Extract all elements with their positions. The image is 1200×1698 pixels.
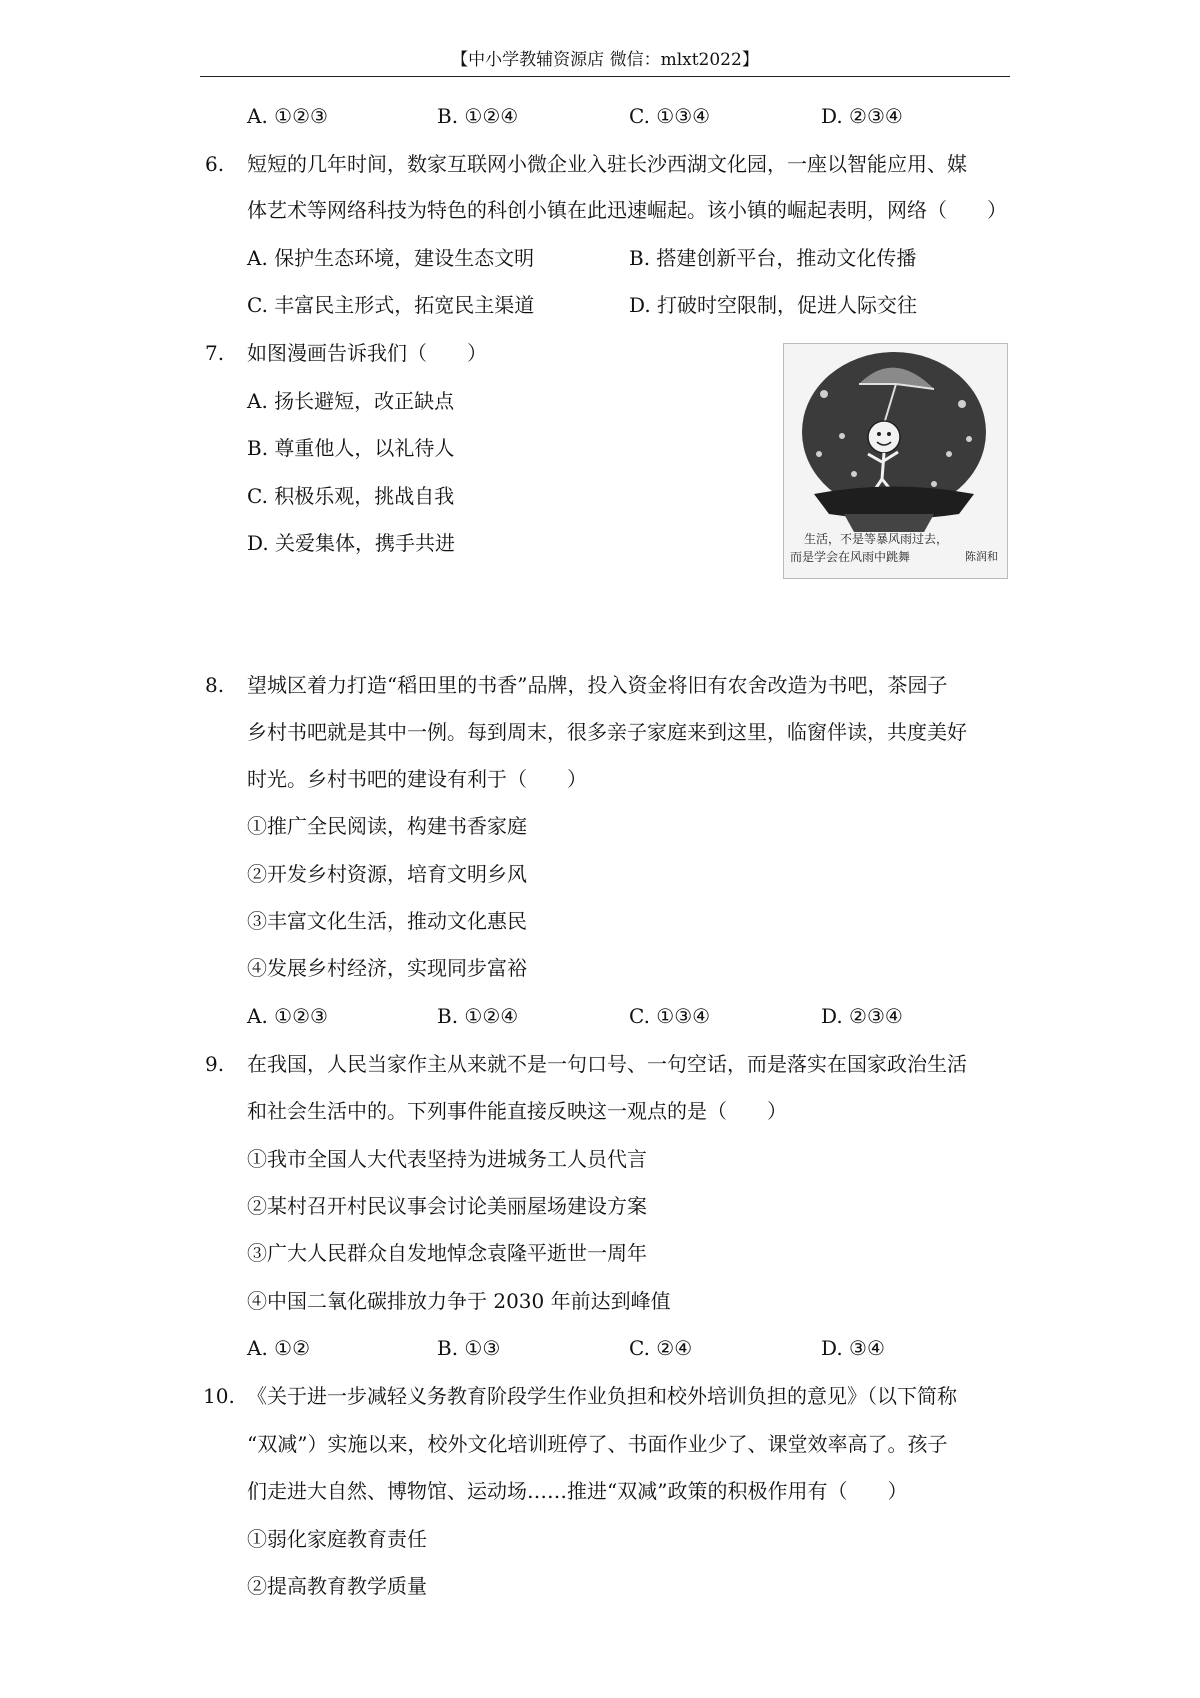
q8-option-d: D. ②③④ bbox=[821, 1004, 903, 1028]
q8-stem-line2: 乡村书吧就是其中一例。每到周末，很多亲子家庭来到这里，临窗伴读，共度美好 bbox=[247, 720, 967, 744]
q9-item-1: ①我市全国人大代表坚持为进城务工人员代言 bbox=[247, 1147, 647, 1171]
q7-number: 7. bbox=[205, 341, 225, 365]
q9-item-3: ③广大人民群众自发地悼念袁隆平逝世一周年 bbox=[247, 1241, 647, 1265]
q5-options bbox=[247, 102, 1017, 130]
q10-item-2: ②提高教育教学质量 bbox=[247, 1574, 427, 1598]
q6-option-c: C. 丰富民主形式，拓宽民主渠道 bbox=[247, 293, 535, 317]
q10-number: 10. bbox=[203, 1384, 235, 1408]
q6-option-b: B. 搭建创新平台，推动文化传播 bbox=[629, 246, 917, 270]
q8-option-b: B. ①②④ bbox=[437, 1004, 519, 1028]
q8-number: 8. bbox=[205, 673, 225, 697]
q5-option-d: D. ②③④ bbox=[821, 104, 903, 128]
q8-item-2: ②开发乡村资源，培育文明乡风 bbox=[247, 862, 527, 886]
q8-option-a: A. ①②③ bbox=[247, 1004, 328, 1028]
q8-options bbox=[247, 1002, 1017, 1030]
q5-option-a: A. ①②③ bbox=[247, 104, 328, 128]
q10-stem-line1: 《关于进一步减轻义务教育阶段学生作业负担和校外培训负担的意见》（以下简称 bbox=[247, 1384, 957, 1408]
q9-stem-line1: 在我国，人民当家作主从来就不是一句口号、一句空话，而是落实在国家政治生活 bbox=[247, 1052, 967, 1076]
q10-stem-line3: 们走进大自然、博物馆、运动场……推进“双减”政策的积极作用有（ ） bbox=[247, 1479, 908, 1503]
q7-stem: 如图漫画告诉我们（ ） bbox=[247, 341, 487, 365]
q10-stem-line2: “双减”）实施以来，校外文化培训班停了、书面作业少了、课堂效率高了。孩子 bbox=[247, 1432, 948, 1456]
q9-number: 9. bbox=[205, 1052, 225, 1076]
q6-stem-line2: 体艺术等网络科技为特色的科创小镇在此迅速崛起。该小镇的崛起表明，网络（ ） bbox=[247, 198, 1007, 222]
cartoon-caption-line1: 生活，不是等暴风雨过去， bbox=[804, 532, 949, 546]
q5-option-c: C. ①③④ bbox=[629, 104, 711, 128]
q8-item-3: ③丰富文化生活，推动文化惠民 bbox=[247, 909, 527, 933]
q7-option-c: C. 积极乐观，挑战自我 bbox=[247, 484, 455, 508]
q6-options-row1 bbox=[247, 244, 1017, 272]
q5-option-b: B. ①②④ bbox=[437, 104, 519, 128]
q7-option-d: D. 关爱集体，携手共进 bbox=[247, 531, 456, 555]
cartoon-signature: 陈润和 bbox=[965, 550, 998, 563]
q8-stem-line1: 望城区着力打造“稻田里的书香”品牌，投入资金将旧有农舍改造为书吧，茶园子 bbox=[247, 673, 948, 697]
q6-number: 6. bbox=[205, 152, 225, 176]
q9-options bbox=[247, 1334, 1017, 1362]
q9-item-2: ②某村召开村民议事会讨论美丽屋场建设方案 bbox=[247, 1194, 647, 1218]
q7-cartoon-figure bbox=[783, 343, 1008, 579]
q6-option-a: A. 保护生态环境，建设生态文明 bbox=[247, 246, 535, 270]
cartoon-caption-line2: 而是学会在风雨中跳舞 bbox=[790, 550, 911, 564]
page-header: 【中小学教辅资源店 微信：mlxt2022】 bbox=[451, 50, 759, 70]
q9-option-b: B. ①③ bbox=[437, 1336, 501, 1360]
cartoon-caption bbox=[790, 530, 1000, 566]
q7-option-a: A. 扬长避短，改正缺点 bbox=[247, 389, 455, 413]
q9-option-a: A. ①② bbox=[247, 1336, 311, 1360]
q10-item-1: ①弱化家庭教育责任 bbox=[247, 1527, 427, 1551]
q8-option-c: C. ①③④ bbox=[629, 1004, 711, 1028]
header-rule bbox=[200, 76, 1010, 77]
q6-option-d: D. 打破时空限制，促进人际交往 bbox=[629, 293, 918, 317]
q9-option-c: C. ②④ bbox=[629, 1336, 693, 1360]
q9-option-d: D. ③④ bbox=[821, 1336, 885, 1360]
q9-item-4: ④中国二氧化碳排放力争于 2030 年前达到峰值 bbox=[247, 1289, 671, 1313]
q8-item-4: ④发展乡村经济，实现同步富裕 bbox=[247, 956, 527, 980]
q9-stem-line2: 和社会生活中的。下列事件能直接反映这一观点的是（ ） bbox=[247, 1099, 787, 1123]
q7-option-b: B. 尊重他人，以礼待人 bbox=[247, 436, 455, 460]
q6-stem-line1: 短短的几年时间，数家互联网小微企业入驻长沙西湖文化园，一座以智能应用、媒 bbox=[247, 152, 967, 176]
q8-item-1: ①推广全民阅读，构建书香家庭 bbox=[247, 814, 527, 838]
q6-options-row2 bbox=[247, 291, 1017, 319]
q8-stem-line3: 时光。乡村书吧的建设有利于（ ） bbox=[247, 767, 587, 791]
